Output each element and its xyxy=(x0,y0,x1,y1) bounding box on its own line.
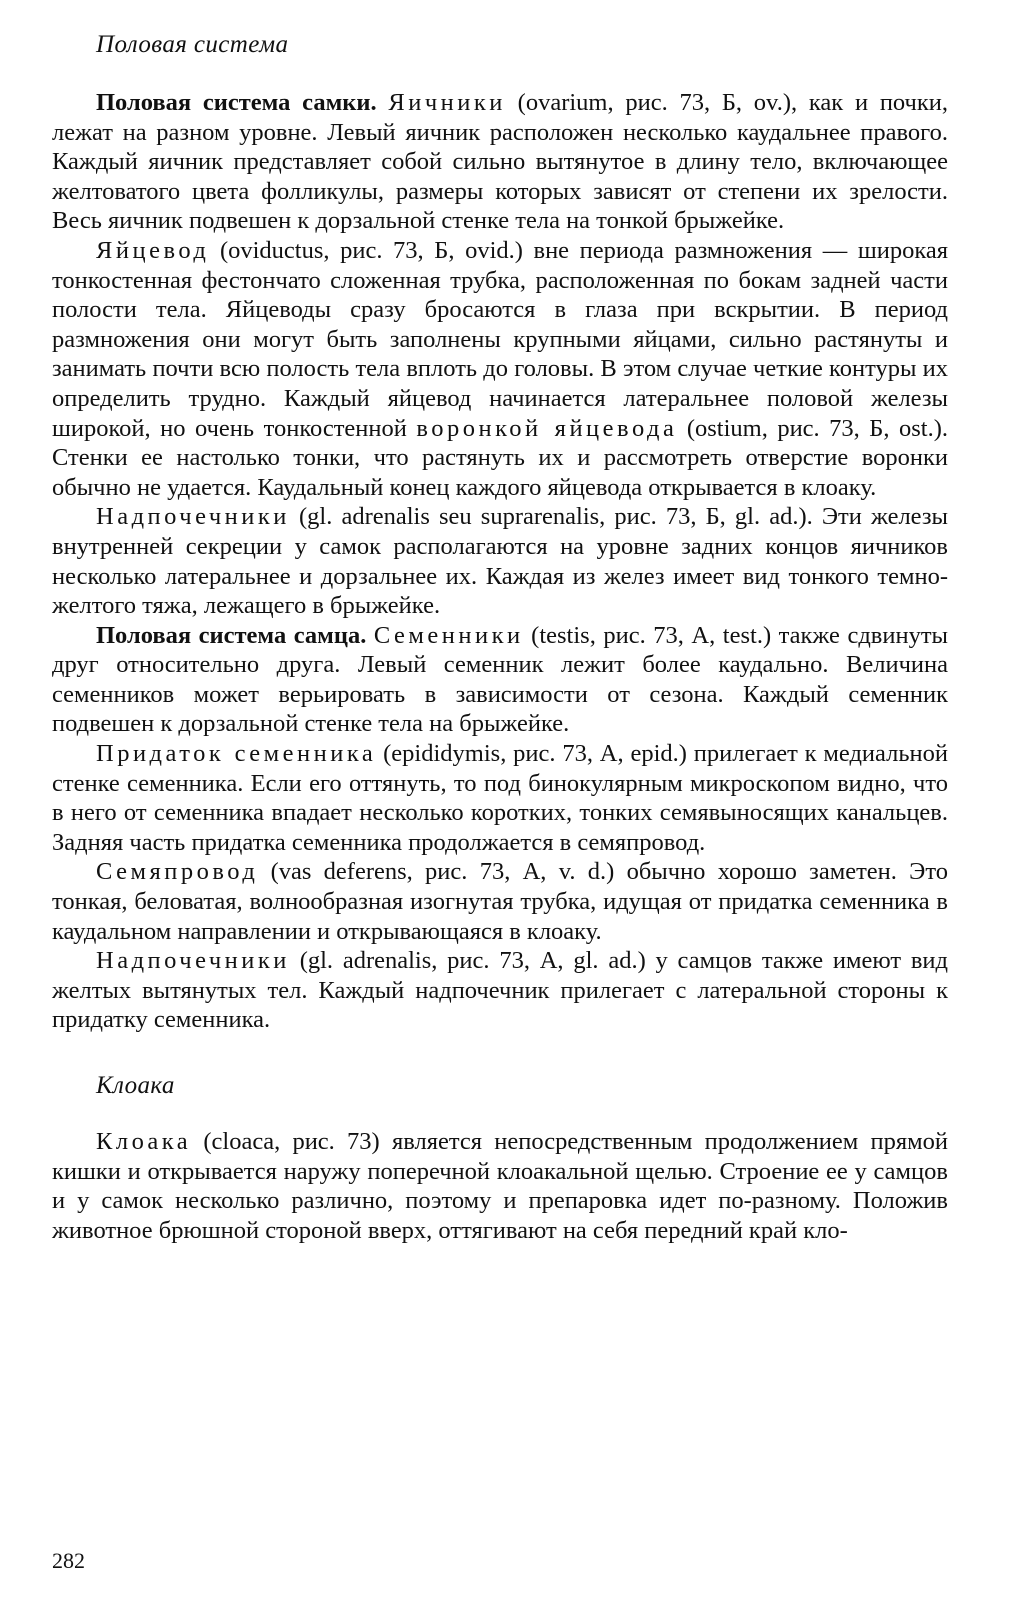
text-epididymis: (epididymis, рис. 73, А, epid.) прилегает к медиальной стенке семенника. Если его оттянуть, то под бинокулярным микроскопом видно, что в него от семенника впадает несколько коротких, тонких семявыносящих канальцев. Задняя часть придатка семенника продолжается в семяпровод. xyxy=(52,740,949,856)
paragraph-epididymis xyxy=(52,739,948,857)
term-oviduct-funnel: воронкой яйцевода xyxy=(416,414,678,442)
text-oviduct-2: (ostium, рис. 73, Б, ost.). Стенки ее настолько тонки, что растянуть их и рассмотреть отверстие воронки обычно не удается. Каудальный конец каждого яйцевода открывается в клоаку. xyxy=(52,414,948,501)
page-number: 282 xyxy=(52,1548,85,1573)
term-oviduct: Яйцевод xyxy=(96,236,210,264)
term-cloaca: Клоака xyxy=(96,1128,192,1155)
paragraph-male-testes xyxy=(52,621,948,739)
text-vas-deferens: (vas deferens, рис. 73, А, v. d.) обычно хорошо заметен. Это тонкая, беловатая, волнообразная изогнутая трубка, идущая от придатка семенника в каудальном направлении и открывающаяся в клоаку. xyxy=(52,858,948,945)
section-heading-cloaca: Клоака xyxy=(96,1072,175,1099)
text-cloaca: (cloaca, рис. 73) является непосредственным продолжением прямой кишки и открывается наружу поперечной клоакальной щелью. Строение ее у самцов и у самок несколько различно, поэтому и препаровка идет по-разному. Положив животное брюшной стороной вверх, оттягивают на себя передний край кло- xyxy=(52,1128,948,1244)
text-oviduct-1: (oviductus, рис. 73, Б, ovid.) вне периода размножения — широкая тонкостенная фестончато сложенная трубка, расположенная по бокам задней части полости тела. Яйцеводы сразу бросаются в глаза при вскрытии. В период размножения они могут быть заполнены крупными яйцами, сильно растянуты и занимать почти всю полость тела вплоть до головы. В этом случае четкие контуры их определить трудно. Каждый яйцевод начинается латеральнее половой железы широкой, но очень тонкостенной xyxy=(52,236,948,442)
term-vas-deferens: Семяпровод xyxy=(96,858,259,886)
paragraph-adrenal-female xyxy=(52,502,948,620)
text-adrenal-male: (gl. adrenalis, рис. 73, А, gl. ad.) у самцов также имеют вид желтых вытянутых тел. Каждый надпочечник прилегает с латеральной стороны к придатку семенника. xyxy=(52,947,948,1034)
text-testes: (testis, рис. 73, А, test.) также сдвинуты друг относительно друга. Левый семенник лежит более каудально. Величина семенников может верьировать в зависимости от сезона. Каждый семенник подвешен к дорзальной стенке тела на брыжейке. xyxy=(52,621,948,738)
paragraph-cloaca xyxy=(52,1127,948,1245)
term-testes: Семенники xyxy=(373,621,524,649)
paragraph-female-ovaries xyxy=(52,88,948,236)
text-adrenal-female: (gl. adrenalis seu suprarenalis, рис. 73, Б, gl. ad.). Эти железы внутренней секреции у самок располагаются на уровне задних концов яичников несколько латеральнее и дорзальнее их. Каждая из желез имеет вид тонкого темно-желтого тяжа, лежащего в брыжейке. xyxy=(52,503,948,620)
paragraph-oviduct xyxy=(52,236,948,502)
paragraph-adrenal-male xyxy=(52,946,948,1035)
paragraph-vas-deferens xyxy=(52,857,948,946)
page-body xyxy=(52,30,948,1245)
bold-lead-male: Половая система самца. xyxy=(96,621,367,649)
bold-lead-female: Половая система самки. xyxy=(96,89,377,116)
term-adrenal-male: Надпочечники xyxy=(96,947,290,975)
section-heading-reproductive: Половая система xyxy=(96,31,289,58)
term-epididymis: Придаток семенника xyxy=(96,740,377,768)
term-adrenal-female: Надпочечники xyxy=(96,503,290,531)
text-ovaries: (ovarium, рис. 73, Б, ov.), как и почки, лежат на разном уровне. Левый яичник расположен несколько каудальнее правого. Каждый яичник представляет собой сильно вытянутое в длину тело, включающее желтоватого цвета фолликулы, размеры которых зависят от степени их зрелости. Весь яичник подвешен к дорзальной стенке тела на тонкой брыжейке. xyxy=(52,89,949,235)
term-ovaries: Яичники xyxy=(388,89,506,116)
